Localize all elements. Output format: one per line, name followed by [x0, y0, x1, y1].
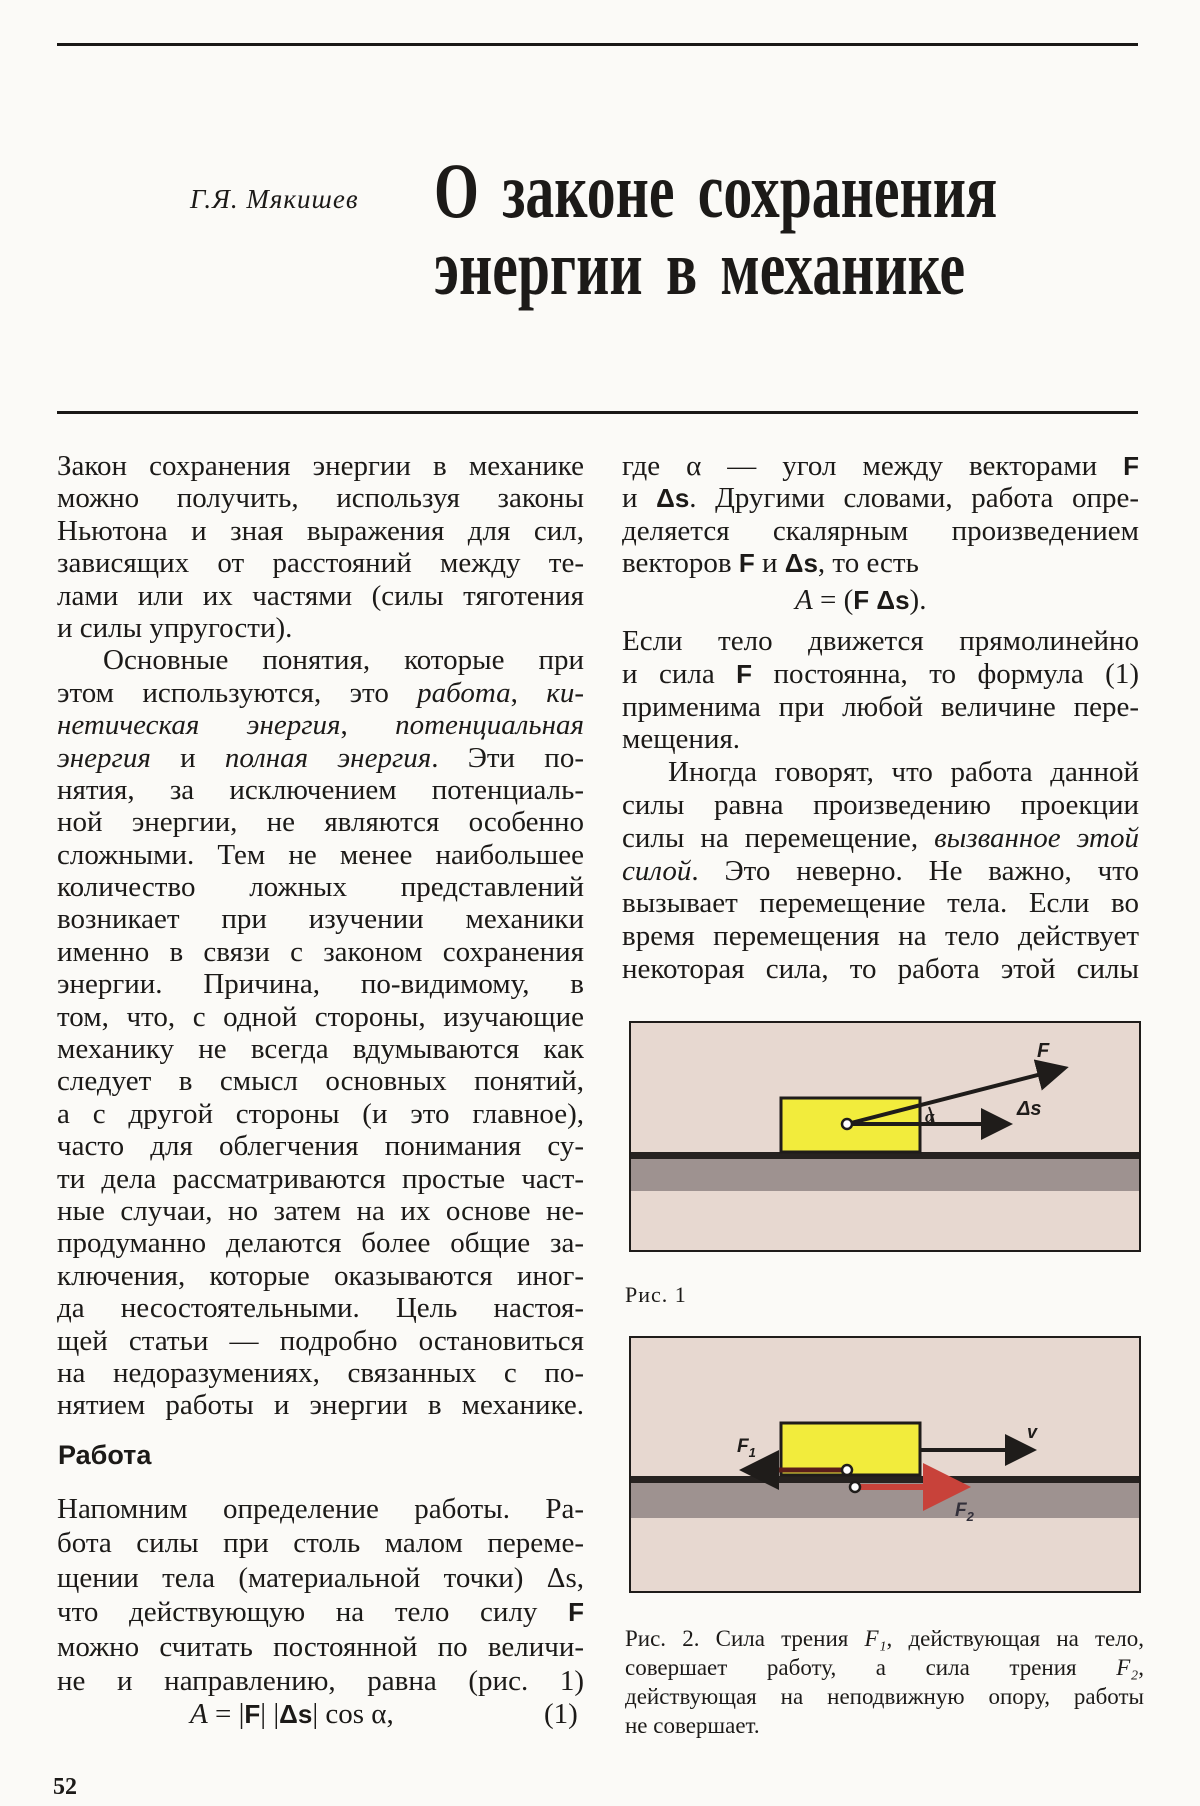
left-column-text [57, 450, 584, 1422]
text-run: Иногда говорят, что работа данной [668, 756, 1139, 789]
text-run: ключения, которые оказываются иног- [57, 1259, 584, 1292]
italic-term: F₂ [1116, 1655, 1139, 1680]
italic-term: A [190, 1698, 208, 1730]
text-line [622, 756, 1139, 789]
bold-vector-symbol: F [853, 585, 870, 615]
text-line [622, 789, 1139, 822]
caption-line [625, 1711, 1144, 1740]
text-line [57, 742, 584, 774]
text-run: . Эти по- [431, 741, 584, 774]
text-run: количество ложных представлений [57, 871, 584, 904]
text-run: силы на перемещение, [622, 821, 935, 854]
text-line [57, 871, 584, 903]
text-run: щей статьи — подробно остановиться [57, 1324, 584, 1357]
text-line [57, 580, 584, 612]
text-line [57, 547, 584, 579]
text-run: на недоразумениях, связанных с по- [57, 1356, 584, 1389]
italic-term: нетическая энергия [57, 709, 341, 742]
text-run: . Это неверно. Не важно, что [691, 854, 1139, 887]
text-run: и [754, 547, 785, 580]
text-line [57, 1357, 584, 1389]
text-line [57, 903, 584, 935]
text-line [622, 887, 1139, 920]
text-line [57, 1325, 584, 1357]
article-title-line2: энергии в механике [434, 224, 966, 311]
text-line [57, 1098, 584, 1130]
text-line [57, 1389, 584, 1421]
text-run: сложными. Тем не менее наибольшее [57, 838, 584, 871]
bold-vector-symbol: Δs [784, 548, 818, 579]
text-line [57, 1130, 584, 1162]
italic-term: F₁ [864, 1626, 887, 1651]
text-run: можно получить, используя законы [57, 482, 584, 515]
text-line [57, 515, 584, 547]
text-run: совершает работу, а сила трения [625, 1655, 1117, 1680]
f2-application-point [850, 1482, 860, 1492]
f2-label-text: F [955, 1500, 967, 1521]
bold-vector-symbol: Δs [876, 585, 910, 615]
text-run: Рис. 2. Сила трения [625, 1626, 865, 1651]
text-run: постоянна, то формула (1) [752, 657, 1139, 690]
text-line [622, 723, 1139, 756]
text-run: что действующую на тело силу [57, 1596, 569, 1629]
text-run: Закон сохранения энергии в механике [57, 450, 584, 482]
text-run: ти дела рассматриваются простые част- [57, 1162, 584, 1195]
title-bottom-rule [57, 411, 1138, 414]
text-line [57, 1561, 584, 1595]
bold-vector-symbol: F [738, 548, 755, 579]
formula-scalar-product [795, 584, 926, 617]
text-run: , действующая на тело, [886, 1626, 1144, 1651]
text-run: мещения. [622, 723, 741, 756]
text-run: Ньютона и зная выражения для сил, [57, 514, 584, 547]
f2-label-sub: 2 [966, 1509, 974, 1524]
text-run: векторов [622, 547, 739, 580]
text-line [622, 855, 1139, 888]
text-line [57, 450, 584, 482]
text-run: этом используются, это [57, 676, 418, 709]
text-run: деляется скалярным произведением [622, 514, 1139, 547]
text-run: возникает при изучении механики [57, 903, 584, 936]
bold-vector-symbol: Δs [279, 1699, 313, 1729]
text-run: именно в связи с законом сохранения [57, 935, 584, 968]
text-line [622, 515, 1139, 547]
italic-term: вызванное этой [934, 821, 1139, 854]
text-line [622, 547, 1139, 579]
text-run: , [510, 676, 547, 709]
text-run: силы равна произведению проекции [622, 788, 1139, 821]
text-line [57, 482, 584, 514]
figure-2-diagram [629, 1336, 1141, 1594]
text-run: нятием работы и энергии в механике. [57, 1389, 584, 1422]
author-name: Г.Я. Мякишев [190, 184, 359, 214]
text-run: а с другой стороны (и это главное), [57, 1097, 584, 1130]
text-run: да несостоятельными. Цель настоя- [57, 1292, 584, 1325]
text-run: | cos α, [312, 1698, 394, 1730]
text-run: и [622, 482, 657, 515]
italic-term: работа [417, 676, 511, 709]
text-line [57, 1492, 584, 1526]
text-line [57, 677, 584, 709]
angle-label: α [925, 1107, 935, 1126]
caption-line [625, 1624, 1144, 1653]
text-run: ). [909, 584, 927, 616]
text-line [57, 612, 584, 644]
text-run: щении тела (материальной точки) Δs, [57, 1561, 584, 1594]
text-line [57, 1065, 584, 1097]
text-line [57, 839, 584, 871]
section-text [57, 1492, 584, 1698]
bold-vector-symbol: F [244, 1699, 261, 1729]
text-run: механику не всегда вдумываются как [57, 1033, 584, 1066]
text-run: ные случаи, но затем на их основе не- [57, 1194, 584, 1227]
text-line [57, 1260, 584, 1292]
text-run: бота силы при столь малом переме- [57, 1527, 584, 1560]
text-line [57, 1001, 584, 1033]
text-line [57, 1526, 584, 1560]
text-run: время перемещения на тело действует [622, 920, 1139, 953]
text-line [57, 1664, 584, 1698]
application-point [842, 1119, 852, 1129]
text-run: и сила [622, 657, 737, 690]
text-run: можно считать постоянной по величи- [57, 1630, 584, 1663]
text-line [57, 644, 584, 676]
bold-vector-symbol: F [1123, 451, 1139, 481]
text-run: Если тело движется прямолинейно [622, 625, 1139, 657]
displacement-label: Δs [1017, 1098, 1042, 1120]
text-run: вызывает перемещение тела. Если во [622, 887, 1139, 920]
text-line [57, 709, 584, 741]
text-run: | | [260, 1698, 280, 1730]
formula-number: (1) [544, 1698, 578, 1730]
text-run: и силы упругости). [57, 611, 293, 644]
f1-label-text: F [737, 1436, 749, 1457]
f1-label-sub: 1 [748, 1445, 756, 1460]
text-run: не и направлению, равна (рис. 1) [57, 1664, 584, 1697]
article-title-line1: О законе сохранения [434, 147, 998, 234]
text-run: некоторая сила, то работа этой силы [622, 952, 1139, 985]
text-run: , то есть [817, 547, 919, 580]
text-line [57, 936, 584, 968]
text-run: энергии. Причина, по-видимому, в [57, 968, 584, 1001]
text-line [57, 774, 584, 806]
text-line [57, 1033, 584, 1065]
text-run: действующая на неподвижную опору, работы [625, 1684, 1144, 1709]
text-line [622, 822, 1139, 855]
text-run: Основные понятия, которые при [103, 644, 584, 677]
text-line [622, 625, 1139, 658]
bold-vector-symbol: F [736, 658, 753, 689]
right-column-text-b [622, 625, 1139, 986]
text-line [57, 1595, 584, 1629]
bold-vector-symbol: F [568, 1597, 584, 1628]
caption-line [625, 1682, 1144, 1711]
text-line [57, 806, 584, 838]
italic-term: силой [622, 854, 692, 887]
text-run: = ( [812, 584, 854, 616]
text-line [622, 450, 1139, 482]
text-run: где α — угол между векторами [622, 450, 1124, 482]
italic-term: ки- [546, 676, 585, 709]
text-run: и [150, 741, 225, 774]
text-line [57, 1163, 584, 1195]
caption-line [625, 1653, 1144, 1682]
text-run: Напомним определение работы. Ра- [57, 1493, 584, 1525]
text-line [622, 953, 1139, 986]
text-line [57, 1292, 584, 1324]
text-line [622, 658, 1139, 691]
text-run: том, что, с одной стороны, изучающие [57, 1000, 584, 1033]
right-column-text-a [622, 450, 1139, 580]
text-line [57, 968, 584, 1000]
ground-surface-line [631, 1476, 1139, 1483]
figure-1-label: Рис. 1 [625, 1282, 687, 1307]
text-run: нятия, за исключением потенциаль- [57, 773, 584, 806]
force-label: F [1037, 1040, 1050, 1062]
text-line [622, 691, 1139, 724]
text-run: применима при любой величине пере- [622, 690, 1139, 723]
text-line [57, 1195, 584, 1227]
section-heading-rabota: Работа [58, 1440, 152, 1470]
bold-vector-symbol: Δs [656, 483, 690, 514]
italic-term: энергия [57, 741, 151, 774]
italic-term: A [795, 584, 813, 616]
ground-soil [631, 1157, 1139, 1191]
velocity-label [1027, 1422, 1038, 1442]
text-line [57, 1227, 584, 1259]
text-run: ной энергии, не являются особенно [57, 806, 584, 839]
f1-application-point [842, 1465, 852, 1475]
text-run: = | [207, 1698, 245, 1730]
text-run: не совершает. [625, 1713, 760, 1738]
text-run: зависящих от расстояний между те- [57, 547, 584, 580]
italic-term: полная энергия [224, 741, 432, 774]
text-run: , [340, 709, 396, 742]
text-run: лами или их частями (силы тяготения [57, 579, 584, 612]
figure-2-caption [625, 1624, 1144, 1740]
page-number: 52 [53, 1774, 77, 1800]
figure-1-diagram [629, 1021, 1141, 1253]
top-rule [57, 43, 1138, 46]
velocity-label-text: v [1027, 1422, 1038, 1442]
formula-work [190, 1698, 394, 1731]
text-run: . Другими словами, работа опре- [689, 482, 1139, 515]
text-run: часто для облегчения понимания су- [57, 1130, 584, 1163]
text-line [622, 482, 1139, 514]
text-run: следует в смысл основных понятий, [57, 1065, 584, 1098]
text-run: продуманно делаются более общие за- [57, 1227, 584, 1260]
text-line [57, 1630, 584, 1664]
text-run: , [1138, 1655, 1144, 1680]
text-line [622, 920, 1139, 953]
italic-term: потенциальная [395, 709, 584, 742]
